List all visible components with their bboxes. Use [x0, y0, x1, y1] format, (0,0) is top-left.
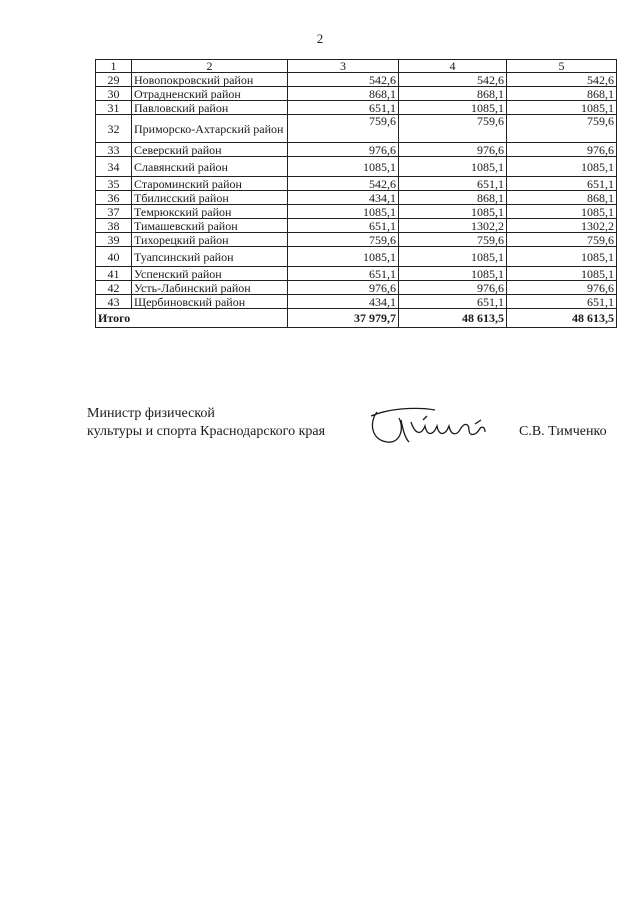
total-col3: 37 979,7	[288, 309, 399, 328]
column-number: 1	[96, 60, 132, 73]
table-row	[96, 73, 617, 87]
value-col5: 976,6	[507, 143, 617, 157]
row-number: 29	[96, 73, 132, 87]
value-col4: 1302,2	[399, 219, 507, 233]
value-col4: 868,1	[399, 87, 507, 101]
value-col3: 651,1	[288, 101, 399, 115]
total-col4: 48 613,5	[399, 309, 507, 328]
table-row	[96, 157, 617, 177]
value-col4: 1085,1	[399, 101, 507, 115]
table-row	[96, 115, 617, 143]
table-row	[96, 247, 617, 267]
value-col5: 1085,1	[507, 157, 617, 177]
minister-title	[87, 405, 325, 441]
value-col3: 542,6	[288, 177, 399, 191]
table-row	[96, 219, 617, 233]
table-row	[96, 267, 617, 281]
total-row	[96, 309, 617, 328]
value-col5: 868,1	[507, 191, 617, 205]
row-number: 38	[96, 219, 132, 233]
row-number: 31	[96, 101, 132, 115]
value-col3: 1085,1	[288, 157, 399, 177]
district-name: Павловский район	[132, 101, 288, 115]
district-name: Славянский район	[132, 157, 288, 177]
value-col3: 651,1	[288, 267, 399, 281]
district-name: Тимашевский район	[132, 219, 288, 233]
row-number: 42	[96, 281, 132, 295]
handwritten-signature	[365, 400, 495, 450]
value-col4: 759,6	[399, 233, 507, 247]
row-number: 43	[96, 295, 132, 309]
value-col5: 651,1	[507, 177, 617, 191]
value-col3: 759,6	[288, 115, 399, 143]
value-col4: 542,6	[399, 73, 507, 87]
district-name: Темрюкский район	[132, 205, 288, 219]
table-row	[96, 143, 617, 157]
district-name: Тбилисский район	[132, 191, 288, 205]
value-col4: 651,1	[399, 295, 507, 309]
table-row	[96, 191, 617, 205]
value-col3: 651,1	[288, 219, 399, 233]
row-number: 35	[96, 177, 132, 191]
table-row	[96, 101, 617, 115]
minister-title-line2: культуры и спорта Краснодарского края	[87, 424, 326, 439]
row-number: 40	[96, 247, 132, 267]
value-col4: 1085,1	[399, 267, 507, 281]
total-col5: 48 613,5	[507, 309, 617, 328]
total-label: Итого	[96, 309, 288, 328]
value-col5: 1085,1	[507, 101, 617, 115]
table-row	[96, 295, 617, 309]
column-number-row	[96, 60, 617, 73]
row-number: 30	[96, 87, 132, 101]
district-name: Староминский район	[132, 177, 288, 191]
value-col3: 976,6	[288, 143, 399, 157]
district-name: Тихорецкий район	[132, 233, 288, 247]
value-col3: 976,6	[288, 281, 399, 295]
value-col3: 1085,1	[288, 247, 399, 267]
value-col5: 1085,1	[507, 205, 617, 219]
value-col5: 1085,1	[507, 267, 617, 281]
table-row	[96, 233, 617, 247]
table-row	[96, 177, 617, 191]
row-number: 32	[96, 115, 132, 143]
district-name: Усть-Лабинский район	[132, 281, 288, 295]
value-col4: 1085,1	[399, 247, 507, 267]
row-number: 39	[96, 233, 132, 247]
row-number: 36	[96, 191, 132, 205]
column-number: 4	[399, 60, 507, 73]
value-col5: 759,6	[507, 115, 617, 143]
table-row	[96, 205, 617, 219]
district-name: Туапсинский район	[132, 247, 288, 267]
value-col4: 759,6	[399, 115, 507, 143]
allocation-table	[95, 59, 617, 328]
value-col5: 759,6	[507, 233, 617, 247]
value-col4: 976,6	[399, 281, 507, 295]
column-number: 2	[132, 60, 288, 73]
value-col5: 1302,2	[507, 219, 617, 233]
district-name: Щербиновский район	[132, 295, 288, 309]
value-col5: 651,1	[507, 295, 617, 309]
value-col5: 1085,1	[507, 247, 617, 267]
value-col3: 434,1	[288, 295, 399, 309]
value-col3: 434,1	[288, 191, 399, 205]
district-name: Новопокровский район	[132, 73, 288, 87]
district-name: Северский район	[132, 143, 288, 157]
page-number: 2	[316, 31, 324, 46]
table-row	[96, 87, 617, 101]
minister-title-line1: Министр физической	[87, 406, 215, 421]
value-col4: 1085,1	[399, 157, 507, 177]
row-number: 33	[96, 143, 132, 157]
value-col5: 868,1	[507, 87, 617, 101]
value-col5: 976,6	[507, 281, 617, 295]
value-col4: 976,6	[399, 143, 507, 157]
district-name: Отрадненский район	[132, 87, 288, 101]
value-col3: 868,1	[288, 87, 399, 101]
column-number: 5	[507, 60, 617, 73]
value-col5: 542,6	[507, 73, 617, 87]
value-col3: 542,6	[288, 73, 399, 87]
district-name: Успенский район	[132, 267, 288, 281]
value-col4: 651,1	[399, 177, 507, 191]
value-col4: 1085,1	[399, 205, 507, 219]
district-name: Приморско-Ахтарский район	[132, 115, 288, 143]
value-col3: 759,6	[288, 233, 399, 247]
column-number: 3	[288, 60, 399, 73]
value-col3: 1085,1	[288, 205, 399, 219]
signer-name: С.В. Тимченко	[519, 424, 607, 439]
row-number: 41	[96, 267, 132, 281]
row-number: 37	[96, 205, 132, 219]
table-row	[96, 281, 617, 295]
value-col4: 868,1	[399, 191, 507, 205]
row-number: 34	[96, 157, 132, 177]
